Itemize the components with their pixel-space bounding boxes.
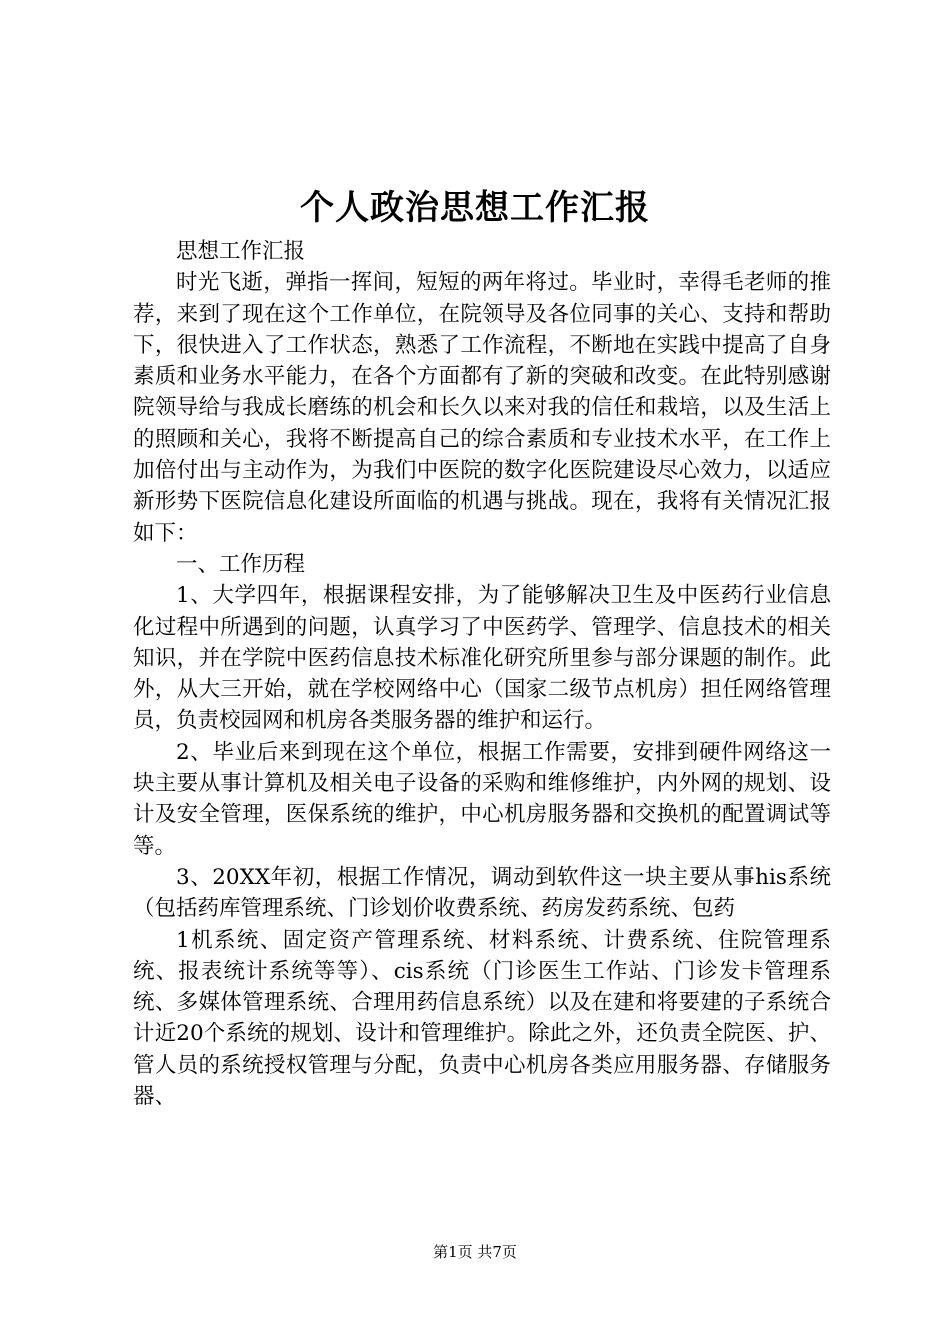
- work-history-item-3-continued: 1机系统、固定资产管理系统、材料系统、计费系统、住院管理系统、报表统计系统等等）、cis系统（门诊医生工作站、门诊发卡管理系统、多媒体管理系统、合理用药信息系统）以及在建和将要建的子系统合计近20个系统的规划、设计和管理维护。除此之外，还负责全院医、护、管人员的系统授权管理与分配，负责中心机房各类应用服务器、存储服务器、: [133, 927, 831, 1110]
- section-heading-work-history: 一、工作历程: [176, 551, 306, 577]
- page-indicator: 第1页 共7页: [433, 1243, 517, 1261]
- document-body: [133, 236, 831, 1112]
- document-title: 个人政治思想工作汇报: [300, 188, 650, 228]
- intro-paragraph: 时光飞逝，弹指一挥间，短短的两年将过。毕业时，幸得毛老师的推荐，来到了现在这个工作单位，在院领导及各位同事的关心、支持和帮助下，很快进入了工作状态，熟悉了工作流程，不断地在实践中提高了自身素质和业务水平能力，在各个方面都有了新的突破和改变。在此特别感谢院领导给与我成长磨练的机会和长久以来对我的信任和栽培，以及生活上的照顾和关心，我将不断提高自己的综合素质和专业技术水平，在工作上加倍付出与主动作为，为我们中医院的数字化医院建设尽心效力，以适应新形势下医院信息化建设所面临的机遇与挑战。现在，我将有关情况汇报如下：: [133, 270, 831, 546]
- section-heading: 思想工作汇报: [176, 239, 306, 264]
- work-history-item-2: 2、毕业后来到现在这个单位，根据工作需要，安排到硬件网络这一块主要从事计算机及相关电子设备的采购和维修维护，内外网的规划、设计及安全管理，医保系统的维护，中心机房服务器和交换机的配置调试等等。: [133, 739, 831, 859]
- work-history-item-3: 3、20XX年初，根据工作情况，调动到软件这一块主要从事his系统（包括药库管理系统、门诊划价收费系统、药房发药系统、包药: [133, 864, 831, 922]
- work-history-item-1: 1、大学四年，根据课程安排，为了能够解决卫生及中医药行业信息化过程中所遇到的问题，认真学习了中医药学、管理学、信息技术的相关知识，并在学院中医药信息技术标准化研究所里参与部分课题的制作。此外，从大三开始，就在学校网络中心（国家二级节点机房）担任网络管理员，负责校园网和机房各类服务器的维护和运行。: [133, 583, 831, 734]
